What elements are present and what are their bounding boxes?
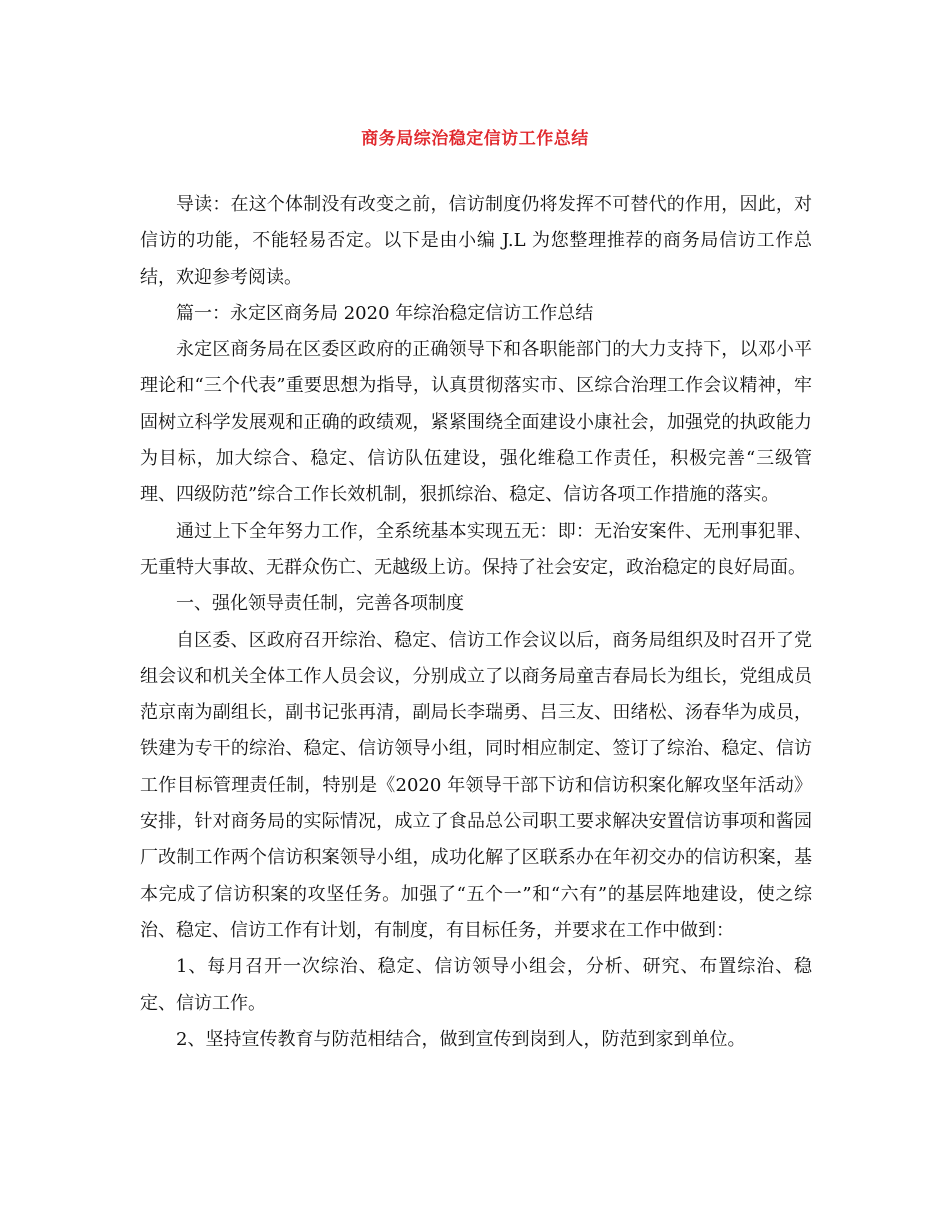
paragraph-intro: 导读：在这个体制没有改变之前，信访制度仍将发挥不可替代的作用，因此，对信访的功能，不能轻易否定。以下是由小编 J.L 为您整理推荐的商务局信访工作总结，欢迎参考阅读。 bbox=[140, 194, 812, 288]
document-title: 商务局综治稳定信访工作总结 bbox=[361, 129, 589, 149]
list-item: 2、坚持宣传教育与防范相结合，做到宣传到岗到人，防范到家到单位。 bbox=[176, 1028, 746, 1050]
paragraph-section-heading: 篇一：永定区商务局 2020 年综治稳定信访工作总结 bbox=[176, 302, 594, 324]
list-item: 1、每月召开一次综治、稳定、信访领导小组会，分析、研究、布置综治、稳定、信访工作。 bbox=[140, 956, 812, 1014]
paragraph-subheading: 一、强化领导责任制，完善各项制度 bbox=[176, 593, 464, 615]
paragraph: 通过上下全年努力工作，全系统基本实现五无：即：无治安案件、无刑事犯罪、无重特大事故、无群众伤亡、无越级上访。保持了社会安定，政治稳定的良好局面。 bbox=[140, 520, 812, 578]
paragraph: 自区委、区政府召开综治、稳定、信访工作会议以后，商务局组织及时召开了党组会议和机关全体工作人员会议，分别成立了以商务局童吉春局长为组长，党组成员范京南为副组长，副书记张再清，副局长李瑞勇、吕三友、田绪松、汤春华为成员，铁建为专干的综治、稳定、信访领导小组，同时相应制定、签订了综治、稳定、信访工作目标管理责任制，特别是《2020 年领导干部下访和信访积案化解攻坚年活动》安排，针对商务局的实际情况，成立了食品总公司职工要求解决安置信访事项和酱园厂改制工作两个信访积案领导小组，成功化解了区联系办在年初交办的信访积案，基本完成了信访积案的攻坚任务。加强了“五个一”和“六有”的基层阵地建设，使之综治、稳定、信访工作有计划，有制度，有目标任务，并要求在工作中做到： bbox=[140, 629, 812, 941]
paragraph: 永定区商务局在区委区政府的正确领导下和各职能部门的大力支持下，以邓小平理论和“三个代表”重要思想为指导，认真贯彻落实市、区综合治理工作会议精神，牢固树立科学发展观和正确的政绩观，紧紧围绕全面建设小康社会，加强党的执政能力为目标，加大综合、稳定、信访队伍建设，强化维稳工作责任，积极完善“三级管理、四级防范”综合工作长效机制，狠抓综治、稳定、信访各项工作措施的落实。 bbox=[140, 339, 812, 506]
document-body bbox=[140, 187, 812, 1058]
